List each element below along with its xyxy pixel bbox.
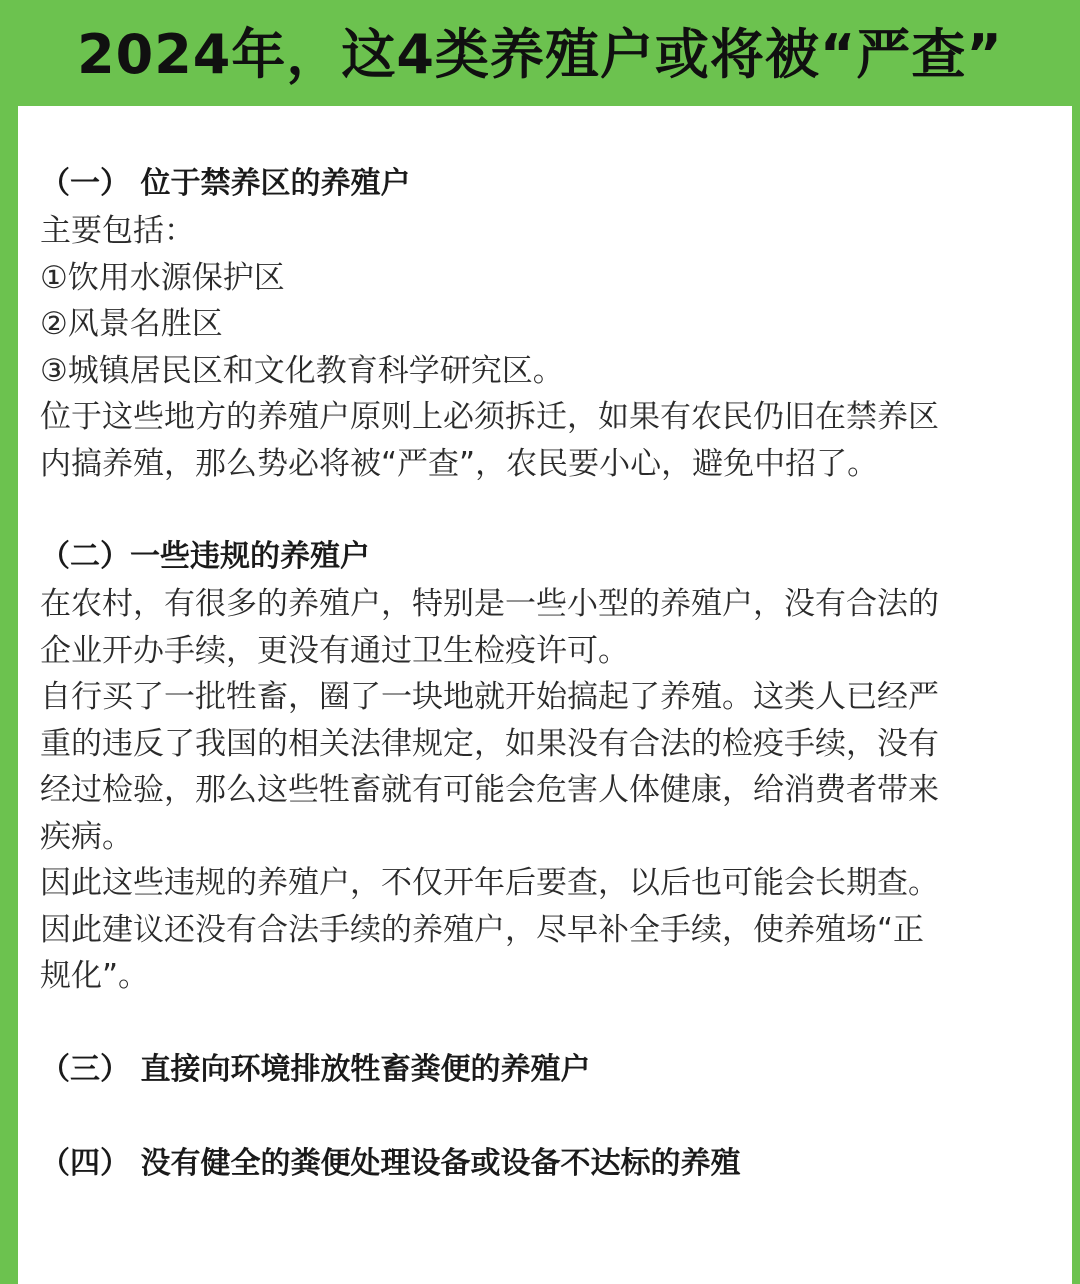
text-line: ②风景名胜区 (40, 306, 223, 342)
text-line: 疾病。 (40, 818, 133, 855)
text-line: ③城镇居民区和文化教育科学研究区。 (40, 352, 564, 389)
text-line: 因此这些违规的养殖户，不仅开年后要查，以后也可能会长期查。 (40, 865, 939, 901)
text-line: 重的违反了我国的相关法律规定，如果没有合法的检疫手续，没有 (40, 725, 939, 762)
section-1 (40, 160, 1072, 487)
spacer (40, 487, 1072, 533)
text-line: 主要包括： (40, 213, 195, 249)
text-line: 因此建议还没有合法手续的养殖户，尽早补全手续，使养殖场“正 (40, 911, 925, 948)
text-line: ①饮用水源保护区 (40, 259, 285, 296)
section-2 (40, 533, 1072, 1000)
section-heading: （三） 直接向环境排放牲畜粪便的养殖户 (40, 1051, 591, 1087)
text-line: 位于这些地方的养殖户原则上必须拆迁，如果有农民仍旧在禁养区 (40, 399, 939, 435)
text-line: 企业开办手续，更没有通过卫生检疫许可。 (40, 632, 629, 669)
section-heading: （四） 没有健全的粪便处理设备或设备不达标的养殖 (40, 1145, 741, 1181)
section-heading: （二）一些违规的养殖户 (40, 539, 370, 574)
text-line: 经过检验，那么这些牲畜就有可能会危害人体健康，给消费者带来 (40, 772, 939, 808)
text-line: 在农村，有很多的养殖户，特别是一些小型的养殖户，没有合法的 (40, 586, 939, 622)
spacer (40, 1000, 1072, 1046)
content-card (18, 106, 1072, 1284)
page-title: 2024年，这4类养殖户或将被“严查” (77, 22, 1003, 86)
spacer (40, 1094, 1072, 1140)
text-line: 自行买了一批牲畜，圈了一块地就开始搞起了养殖。这类人已经严 (40, 679, 939, 715)
section-heading: （一） 位于禁养区的养殖户 (40, 166, 411, 201)
section-3 (40, 1046, 1072, 1094)
title-banner (0, 0, 1080, 106)
text-line: 规化”。 (40, 958, 150, 994)
section-4 (40, 1140, 1072, 1188)
text-line: 内搞养殖，那么势必将被“严查”，农民要小心，避免中招了。 (40, 445, 879, 482)
